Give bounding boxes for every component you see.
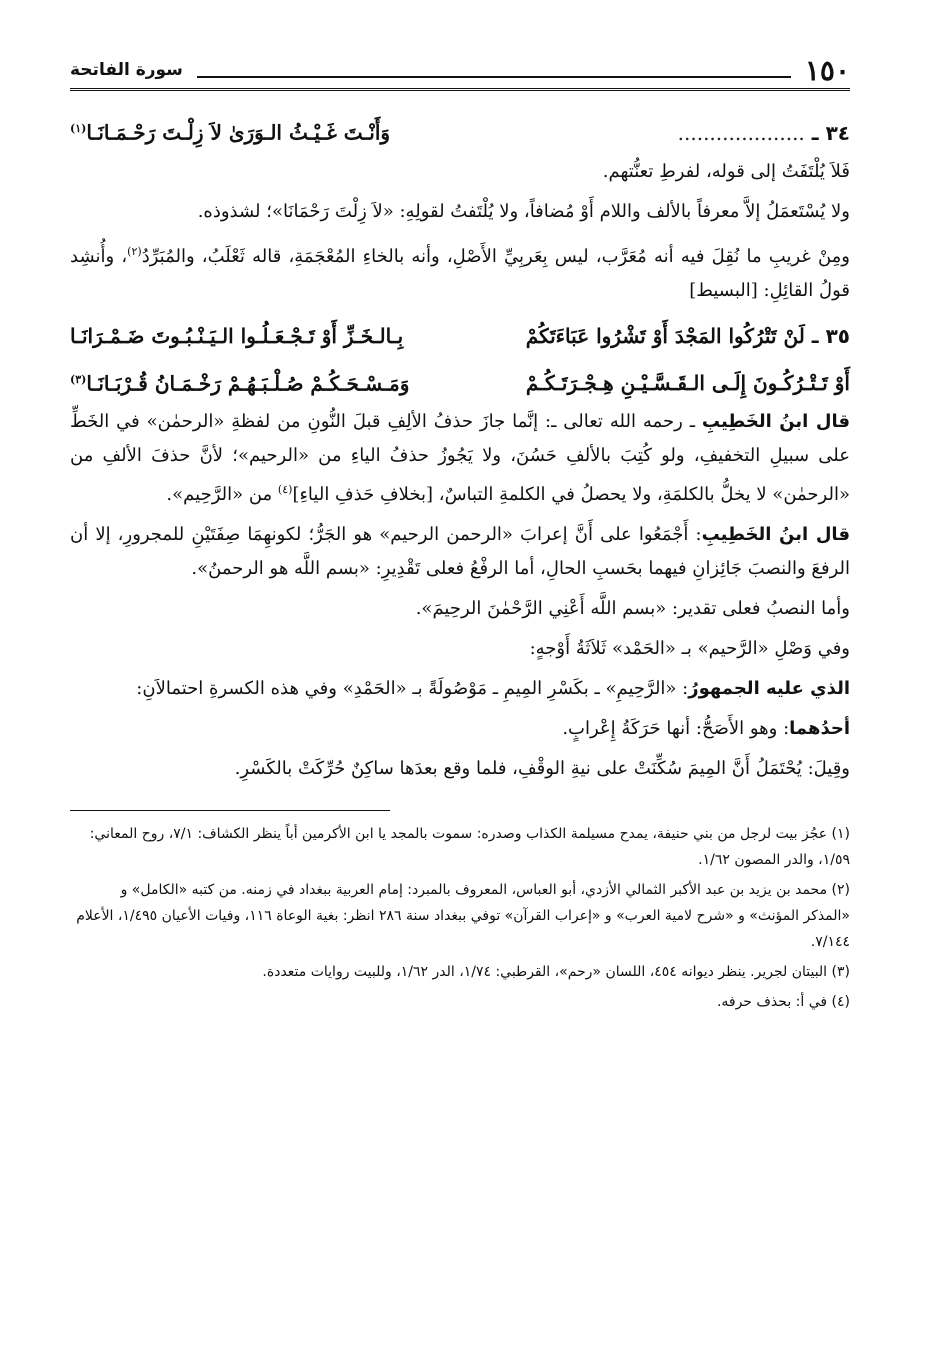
paragraph-text: من «الرَّحِيم».	[166, 484, 278, 506]
page-header	[70, 52, 850, 91]
verse-hemistich: أَوْ تَـتْـرُكُـونَ إِلَـى الـقَـسَّـيْـنِ هِـجْـرَتَـكُـمْ	[525, 371, 850, 396]
footnotes	[70, 821, 850, 1015]
footnote-text: محمد بن يزيد بن عبد الأكبر الثمالي الأزدي، أبو العباس، المعروف بالمبرد: إمام العربية ببغداد في زمنه. من كتبه «الكامل» و «المذكر المؤنث» و «شرح لامية العرب» و «إعراب القرآن» توفي ببغداد سنة ٢٨٦ انظر: بغية الوعاة ١١٦، وفيات الأعيان ١/٤٩٥، الأعلام ٧/١٤٤.	[76, 882, 850, 951]
paragraph-text: : «الرَّحِيمِ» ـ بكَسْرِ المِيمِ ـ مَوْصُولَةً بـ «الحَمْدِ» وفي هذه الكسرةِ احتمالاَنِ:	[136, 678, 689, 700]
paragraph	[70, 712, 850, 746]
footnote	[70, 877, 850, 955]
paragraph: وأما النصبُ فعلى تقدير: «بسم اللَّه أَعْنِي الرَّحْمٰنَ الرحِيمَ».	[415, 598, 850, 620]
verse-34	[70, 107, 850, 155]
paragraph-lead: قال ابنُ الخَطِيبِ	[701, 411, 850, 433]
paragraph-lead: الذي عليه الجمهورُ	[688, 678, 850, 700]
footnote-text: عجُز بيت لرجل من بني حنيفة، يمدح مسيلمة الكذاب وصدره: سموت بالمجد يا ابن الأكرمين أباً ينظر الكشاف: ٧/١، روح المعاني: ١/٥٩، والدر المصون ١/٦٢.	[89, 826, 850, 869]
footnote-number: (٢)	[831, 882, 850, 899]
footnote-separator	[70, 810, 390, 811]
verse-hemistich: لَنْ تَتْرُكُوا المَجْدَ أَوْ تَشْرُوا عَبَاءَتَكُمْ	[525, 323, 805, 348]
paragraph: وفي وَصْلِ «الرَّحيم» بـ «الحَمْد» ثَلاَثَةُ أَوْجهٍ:	[529, 638, 850, 660]
footnote-number: (٣)	[831, 964, 850, 981]
footnote-ref: (١)	[70, 122, 87, 135]
paragraph	[70, 235, 850, 308]
paragraph-text: : وهو الأَصَحُّ: أنها حَرَكَةُ إِعْرابٍ.	[562, 718, 790, 740]
footnote-ref: (٤)	[277, 483, 293, 497]
footnote-ref: (٣)	[70, 372, 87, 386]
page-number: ١٥٠	[804, 53, 850, 87]
footnote-ref: (٢)	[127, 244, 142, 258]
surah-title: سورة الفاتحة	[70, 60, 183, 80]
paragraph: وقِيلَ: يُحْتَمَلُ أَنَّ المِيمَ سُكِّنَتْ على نيةِ الوقْفِ، فلما وقع بعدَها ساكِنٌ حُرِّكَتْ بالكَسْرِ.	[234, 758, 850, 780]
footnote	[70, 821, 850, 873]
footnote-text: البيتان لجرير. ينظر ديوانه ٤٥٤، اللسان «رحم»، القرطبي: ١/٧٤، الدر ١/٦٢، وللبيت روايات متعددة.	[262, 964, 828, 981]
paragraph-lead: قال ابنُ الخَطِيبِ	[701, 524, 850, 546]
book-page	[70, 52, 850, 1019]
main-text	[70, 107, 850, 786]
verse-35	[70, 314, 850, 406]
paragraph	[70, 672, 850, 706]
verse-text: وَأَنْـتَ غَـيْـثُ الـوَرَىٰ لاَ زِلْـتَ رَحْـمَـانَـا	[86, 120, 391, 145]
header-rule	[197, 62, 791, 78]
paragraph-text: ـ رحمه الله تعالى ـ: إنَّما جازَ حذفُ الألِفِ قبلَ النُّونِ من لفظةِ «الرحمٰن» في الخَطِّ على سبيلِ التخفيفِ، ولو كُتِبَ بالألفِ حَسُنَ، ولا يَجُوزُ حذفُ الياءِ من «الرحيم»؛ لأنَّ حذفَ الألفِ من «الرحمٰن» لا يخلُّ بالكلمَةِ، ولا يحصلُ في الكلمةِ التباسٌ، [بخلافِ حَذفِ الياءِ]	[70, 411, 850, 506]
footnote-number: (١)	[831, 826, 850, 843]
verse-number: ٣٥ ـ	[811, 323, 850, 348]
footnote	[70, 989, 850, 1015]
verse-hemistich: بِـالـخَـزِّ أَوْ تَـجْـعَـلُـوا الـيَـنْـبُـوتَ ضَـمْـرَانَـا	[70, 323, 404, 348]
paragraph-text: ، وأُنشِد قولُ القائِلِ: [البسيط]	[70, 245, 850, 301]
paragraph: ولا يُسْتَعمَلُ إلاَّ معرفاً بالألف واللام أَوْ مُضافاً، ولا يُلْتَفتُ لقولِهِ: «لاَ زِلْتَ رَحْمَانَا»؛ لشذوذه.	[197, 200, 850, 222]
paragraph	[70, 518, 850, 586]
paragraph-text: ومِنْ غريبِ ما نُقِلَ فيه أنه مُعَرَّب، ليس بِعَربِيِّ الأَصْلِ، وأنه بالخاءِ المُعْجَمَةِ، قاله ثَعْلَبُ، والمُبَرِّدُ	[141, 245, 850, 267]
footnote-text: في أ: بحذف حرفه.	[716, 994, 828, 1011]
verse-number: ٣٤ ـ	[811, 120, 850, 145]
footnote	[70, 959, 850, 985]
footnote-number: (٤)	[831, 994, 850, 1011]
paragraph	[70, 405, 850, 512]
paragraph: فَلاَ يُلْتَفَتُ إلى قوله، لفرطِ تعنُّتهم.	[602, 160, 850, 182]
paragraph-lead: أحدُهما	[789, 718, 850, 740]
paragraph-text: : أَجْمَعُوا على أَنَّ إعرابَ «الرحمن الرحيم» هو الجَرُّ؛ لكونهِمَا صِفَتَيْنِ للمجرورِ، إلا أن الرفعَ والنصبَ جَائِزانِ فيهما بحَسبِ الحالِ، أما الرفْعُ فعلى تَقْدِيرِ: «بسم اللَّه هو الرحمنُ».	[70, 524, 850, 580]
verse-dots: ....................	[677, 120, 805, 145]
verse-hemistich: وَمَـسْـحَـكُـمْ صُـلْـبَـهُـمْ رَخْـمَـانُ قُـرْبَـانَـا	[86, 371, 410, 396]
